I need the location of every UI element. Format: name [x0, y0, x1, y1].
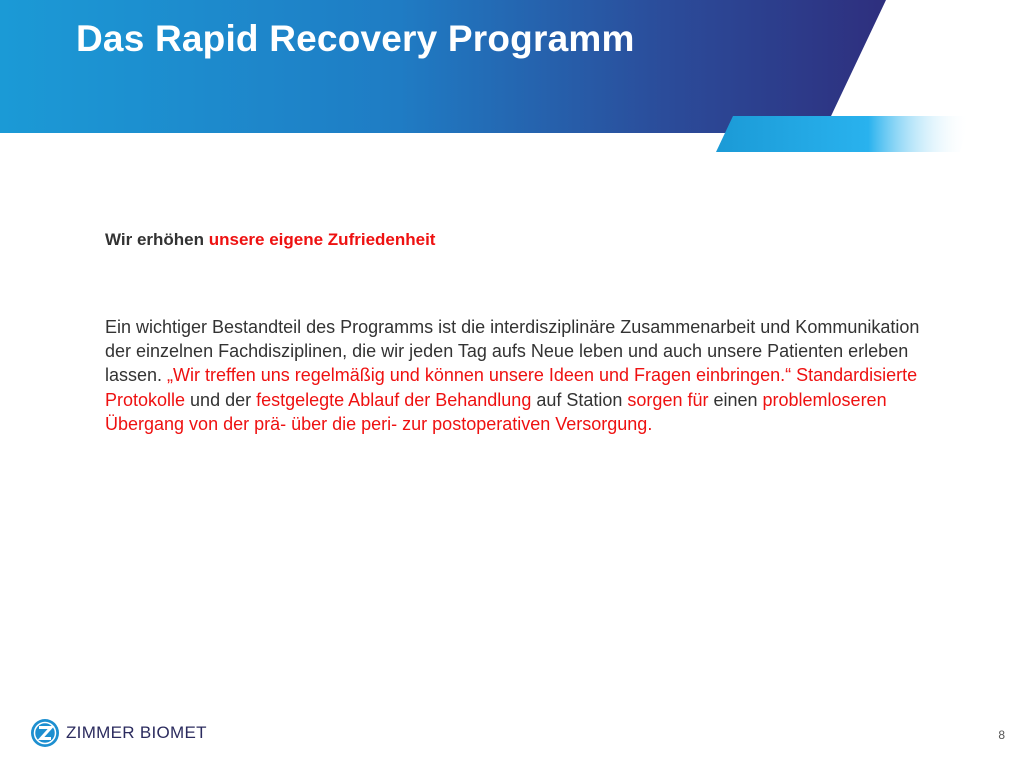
paragraph-highlight: „Wir treffen uns regelmäßig und können unsere Ideen und Fragen einbringen.“ Standardisierte Protokolle	[105, 365, 918, 410]
slide-title: Das Rapid Recovery Programm	[76, 18, 635, 59]
paragraph-highlight: festgelegte Ablauf der Behandlung	[256, 389, 532, 410]
company-logo	[30, 717, 207, 749]
subheading	[105, 230, 925, 250]
logo-text: ZIMMER BIOMET	[66, 723, 207, 742]
subheading-text: Wir erhöhen	[105, 230, 209, 249]
paragraph-highlight: sorgen für	[627, 389, 709, 410]
paragraph-text: und der	[185, 389, 257, 410]
paragraph-text: Ein wichtiger Bestandteil des Programms ist die interdisziplinäre Zusammenarbeit und Kommunikation der einzelnen Fachdisziplinen, die wir jeden Tag aufs Neue leben und auch unsere Patienten erleben lassen.	[105, 317, 920, 386]
subheading-highlight: unsere eigene Zufriedenheit	[208, 230, 436, 249]
page-number: 8	[998, 728, 1005, 742]
paragraph-text: einen	[708, 389, 763, 410]
paragraph-text: auf Station	[531, 389, 628, 410]
paragraph-highlight: problemloseren Übergang von der prä- über die peri- zur postoperativen Versorgung.	[105, 389, 887, 434]
body-paragraph	[105, 315, 925, 436]
zimmer-biomet-z-icon	[30, 718, 60, 748]
